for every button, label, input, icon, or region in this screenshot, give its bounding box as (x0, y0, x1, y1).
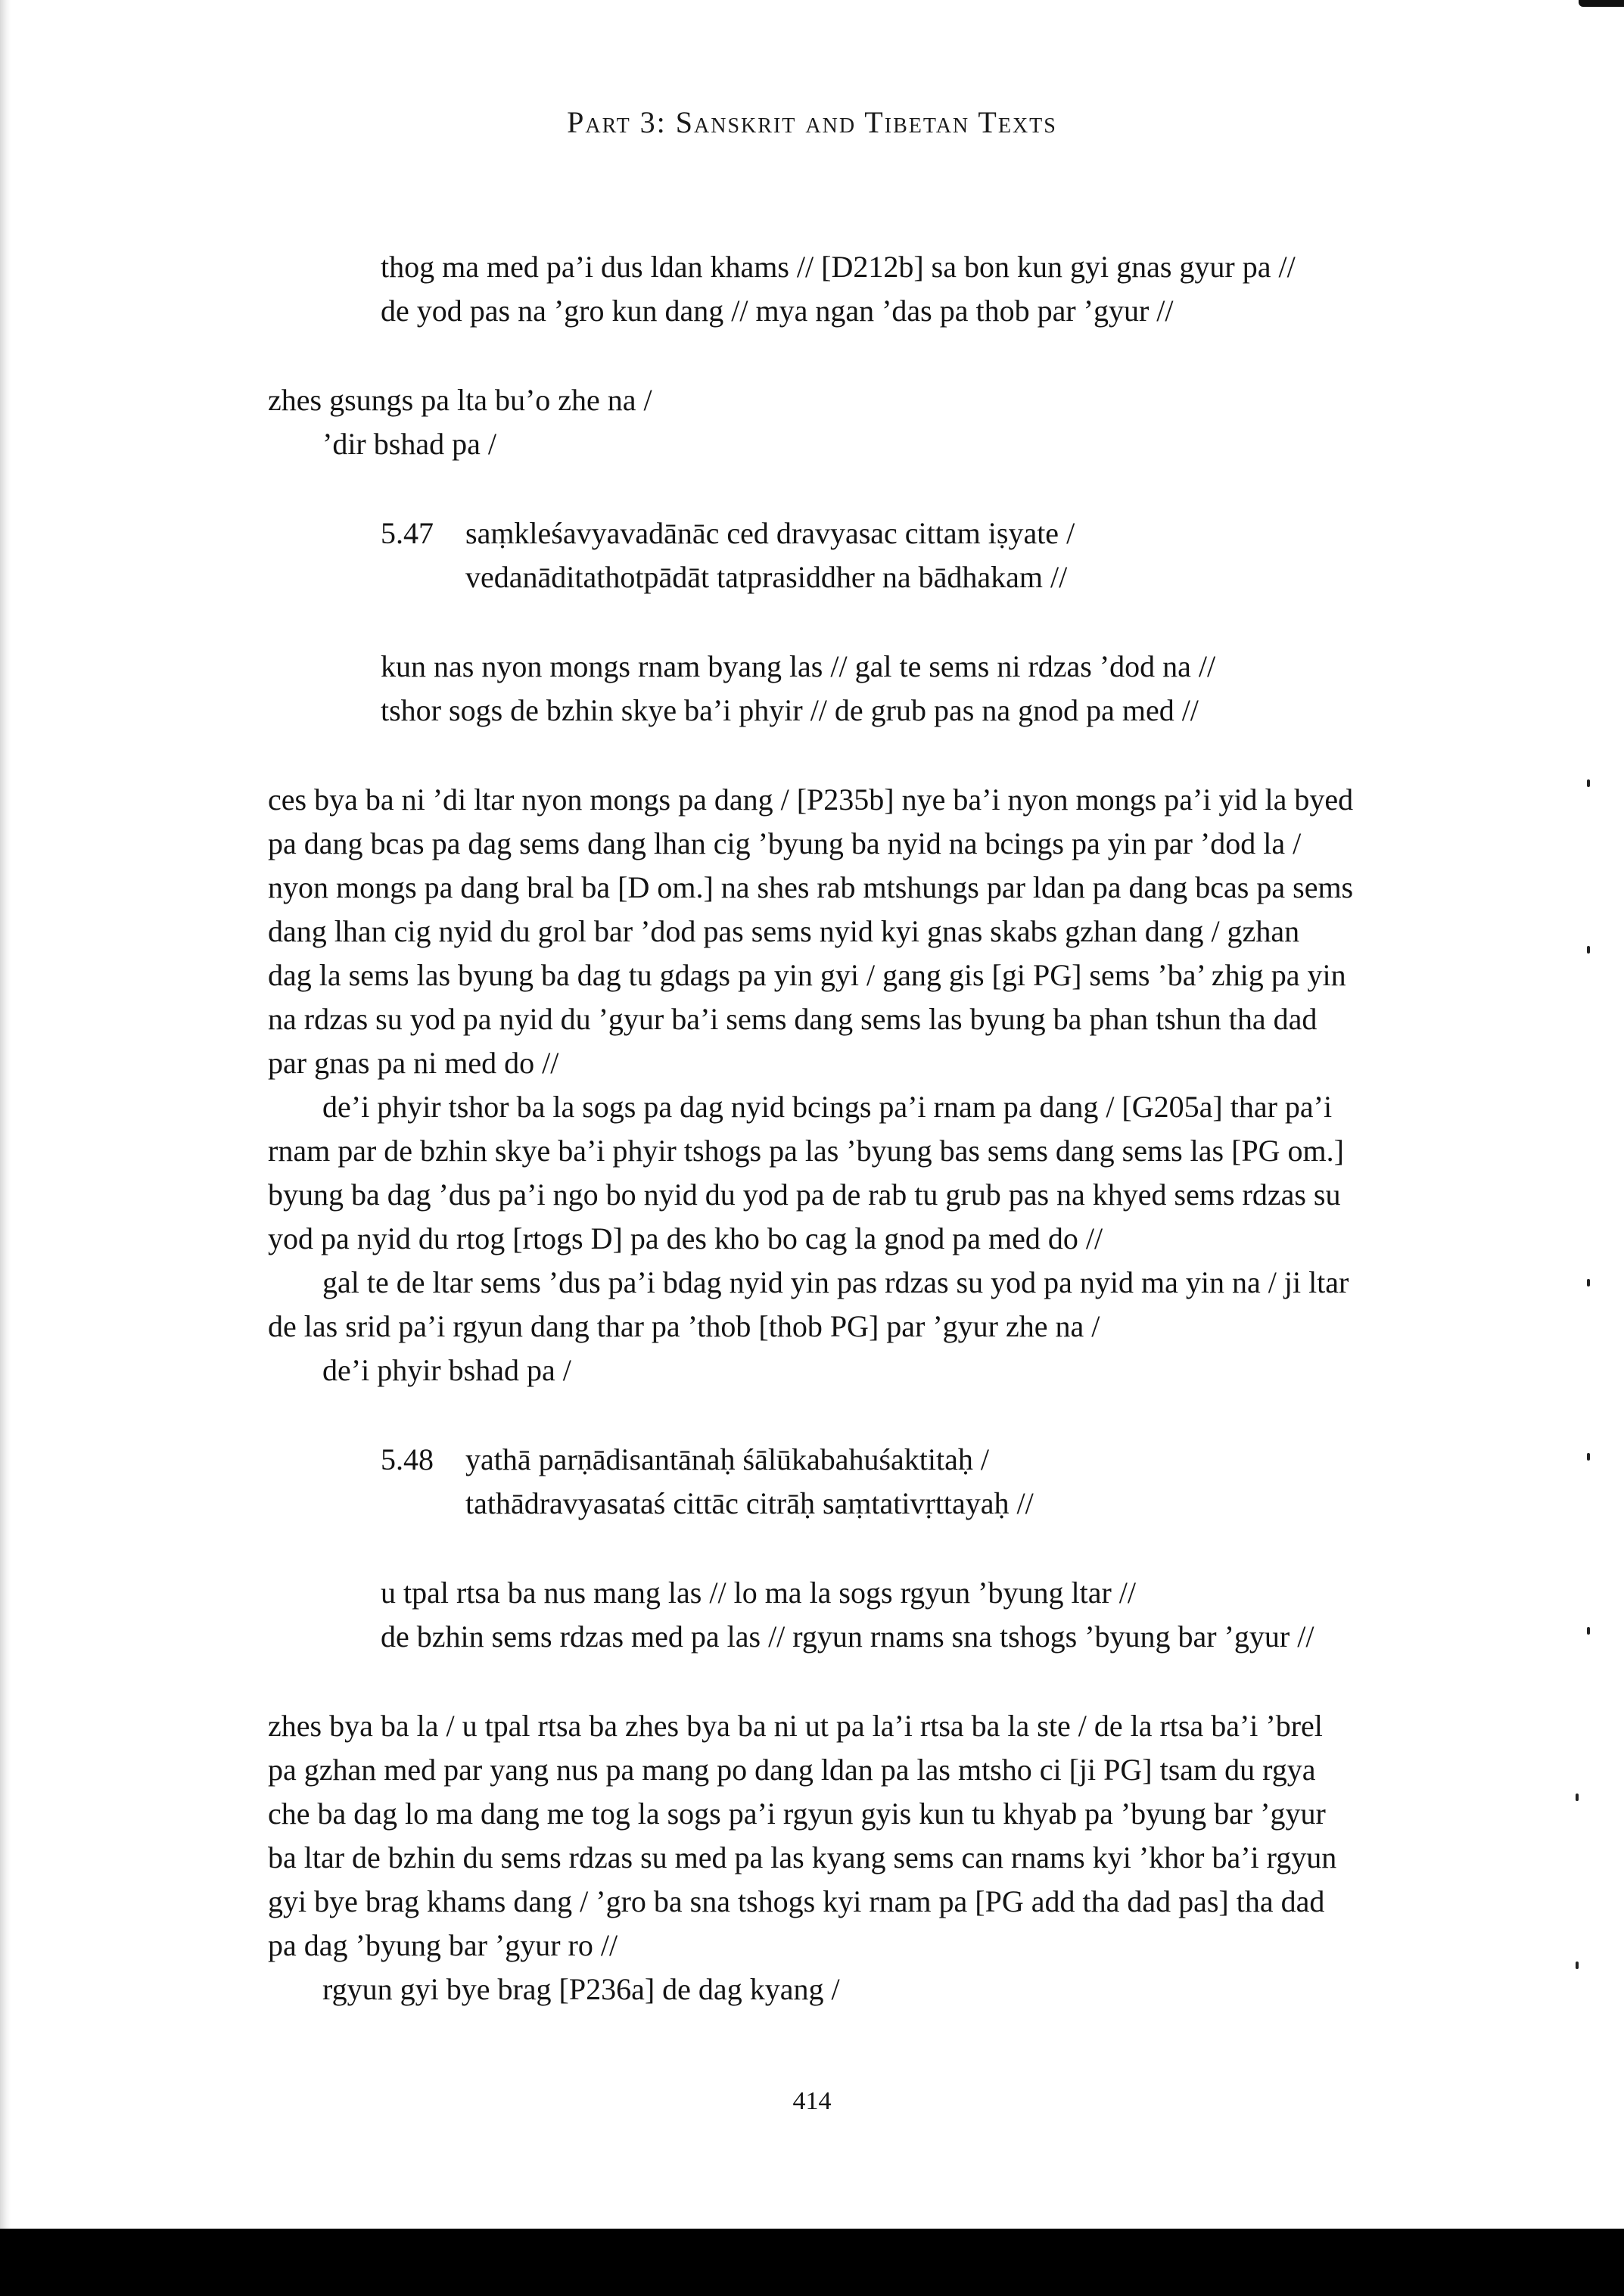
prose-line: ba ltar de bzhin du sems rdzas su med pa las kyang sems can rnams kyi ’khor ba’i rgyun (268, 1840, 1337, 1874)
page-number: 414 (792, 2087, 832, 2115)
verse-number: 5.48 (381, 1442, 434, 1476)
prose-line: de’i phyir bshad pa / (322, 1353, 571, 1387)
prose-line: gal te de ltar sems ’dus pa’i bdag nyid yin pas rdzas su yod pa nyid ma yin na / ji ltar (322, 1265, 1349, 1299)
verse-line: thog ma med pa’i dus ldan khams // [D212b] sa bon kun gyi gnas gyur pa // (381, 250, 1296, 284)
sanskrit-verse-line: vedanāditathotpādāt tatprasiddher na bādhakam // (465, 560, 1068, 594)
prose-line: pa dang bcas pa dag sems dang lhan cig ’byung ba nyid na bcings pa yin par ’dod la / (268, 826, 1302, 860)
running-header: Part 3: Sanskrit and Tibetan Texts (567, 105, 1057, 139)
scan-bottom-border (0, 2229, 1624, 2296)
scan-speck (1587, 779, 1590, 787)
scan-corner-mark (1579, 0, 1624, 7)
prose-line: rgyun gyi bye brag [P236a] de dag kyang / (322, 1972, 840, 2006)
verse-line: kun nas nyon mongs rnam byang las // gal te sems ni rdzas ’dod na // (381, 649, 1216, 683)
scan-speck (1587, 1279, 1590, 1286)
prose-line: byung ba dag ’dus pa’i ngo bo nyid du yod pa de rab tu grub pas na khyed sems rdzas su (268, 1178, 1341, 1212)
sanskrit-verse-line: tathādravyasataś cittāc citrāḥ saṃtativṛttayaḥ // (465, 1486, 1034, 1520)
prose-line: dag la sems las byung ba dag tu gdags pa yin gyi / gang gis [gi PG] sems ’ba’ zhig pa yin (268, 958, 1346, 992)
scan-speck (1587, 946, 1590, 954)
prose-line: ’dir bshad pa / (322, 427, 496, 461)
verse-line: tshor sogs de bzhin skye ba’i phyir // de grub pas na gnod pa med // (381, 693, 1199, 727)
prose-line: nyon mongs pa dang bral ba [D om.] na shes rab mtshungs par ldan pa dang bcas pa sems (268, 870, 1354, 904)
sanskrit-verse-line: yathā parṇādisantānaḥ śālūkabahuśaktitaḥ / (465, 1442, 989, 1476)
verse-line: u tpal rtsa ba nus mang las // lo ma la sogs rgyun ’byung ltar // (381, 1576, 1137, 1610)
verse-number: 5.47 (381, 516, 434, 550)
prose-line: par gnas pa ni med do // (268, 1046, 559, 1080)
prose-line: yod pa nyid du rtog [rtogs D] pa des kho bo cag la gnod pa med do // (268, 1221, 1103, 1255)
prose-line: ces bya ba ni ’di ltar nyon mongs pa dang / [P235b] nye ba’i nyon mongs pa’i yid la byed (268, 782, 1354, 817)
sanskrit-verse-line: saṃkleśavyavadānāc ced dravyasac cittam iṣyate / (465, 516, 1075, 550)
prose-line: zhes bya ba la / u tpal rtsa ba zhes bya ba ni ut pa la’i rtsa ba la ste / de la rtsa ba’i ’brel (268, 1709, 1323, 1743)
scan-speck (1587, 1627, 1590, 1635)
prose-line: gyi bye brag khams dang / ’gro ba sna tshogs kyi rnam pa [PG add tha dad pas] tha dad (268, 1884, 1325, 1918)
prose-line: rnam par de bzhin skye ba’i phyir tshogs pa las ’byung bas sems dang sems las [PG om.] (268, 1134, 1344, 1168)
prose-line: zhes gsungs pa lta bu’o zhe na / (268, 383, 652, 417)
prose-line: de’i phyir tshor ba la sogs pa dag nyid bcings pa’i rnam pa dang / [G205a] thar pa’i (322, 1090, 1333, 1124)
prose-line: pa gzhan med par yang nus pa mang po dang ldan pa las mtsho ci [ji PG] tsam du rgya (268, 1753, 1316, 1787)
prose-line: pa dag ’byung bar ’gyur ro // (268, 1928, 618, 1962)
verse-line: de bzhin sems rdzas med pa las // rgyun rnams sna tshogs ’byung bar ’gyur // (381, 1619, 1314, 1654)
prose-line: de las srid pa’i rgyun dang thar pa ’thob [thob PG] par ’gyur zhe na / (268, 1309, 1100, 1343)
scan-speck (1587, 1453, 1590, 1461)
verse-line: de yod pas na ’gro kun dang // mya ngan ’das pa thob par ’gyur // (381, 294, 1174, 328)
prose-line: che ba dag lo ma dang me tog la sogs pa’i rgyun gyis kun tu khyab pa ’byung bar ’gyur (268, 1797, 1326, 1831)
prose-line: na rdzas su yod pa nyid du ’gyur ba’i sems dang sems las byung ba phan tshun tha dad (268, 1002, 1318, 1036)
scan-speck (1576, 1962, 1579, 1969)
scan-speck (1576, 1794, 1579, 1801)
prose-line: dang lhan cig nyid du grol bar ’dod pas sems nyid kyi gnas skabs gzhan dang / gzhan (268, 914, 1300, 948)
binding-edge (0, 0, 11, 2229)
